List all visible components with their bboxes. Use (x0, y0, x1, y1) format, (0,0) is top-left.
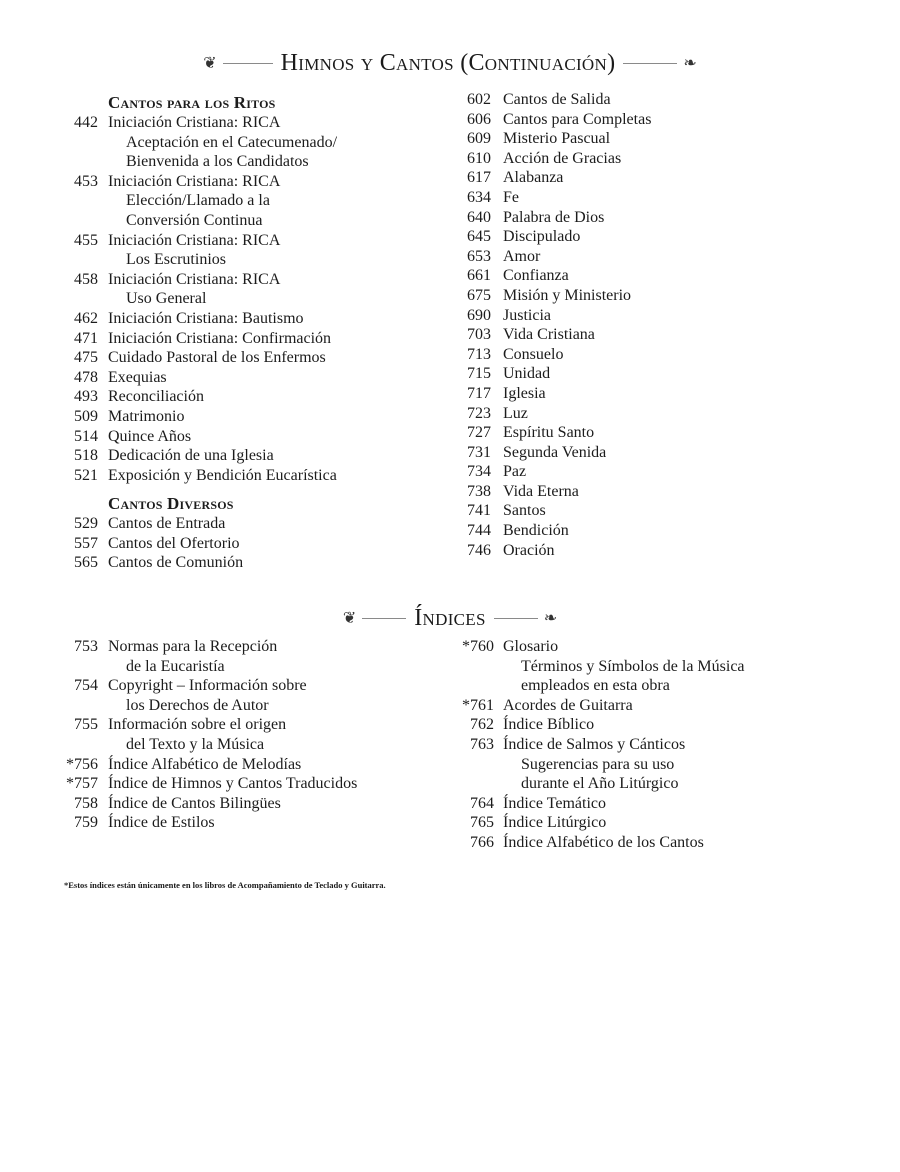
himnos-section-title (0, 50, 900, 77)
entry-title: Cantos de Comunión (108, 554, 244, 572)
entry-title: Alabanza (503, 169, 564, 187)
entry-number: 762 (470, 716, 494, 734)
index-entry (66, 368, 446, 388)
entry-text (503, 735, 882, 794)
title-rule-right (494, 618, 538, 619)
entry-text (503, 813, 882, 833)
entry-text (108, 715, 450, 754)
indices-left-column (60, 637, 450, 833)
entry-text (108, 407, 446, 427)
index-entry (66, 466, 446, 486)
index-entry (66, 387, 446, 407)
entry-number: 727 (467, 424, 491, 442)
entry-text (108, 427, 446, 447)
index-entry (456, 208, 876, 228)
entry-number: 617 (467, 169, 491, 187)
entry-text (503, 227, 876, 247)
index-entry (456, 404, 876, 424)
entry-number: 442 (74, 114, 98, 131)
index-entry (66, 270, 446, 309)
entry-title: Consuelo (503, 345, 564, 363)
entry-number: 758 (74, 794, 98, 812)
himnos-left-column (66, 92, 446, 573)
entry-text (503, 482, 876, 502)
title-rule-left (223, 63, 273, 64)
entry-subtitle: Bienvenida a los Candidatos (126, 153, 309, 171)
entry-title: Fe (503, 188, 519, 206)
entry-number: 455 (74, 231, 98, 249)
entry-title: Amor (503, 247, 541, 265)
entry-number: 744 (467, 522, 491, 540)
index-entry (456, 110, 876, 130)
entry-subtitle: Los Escrutinios (126, 251, 226, 269)
entry-text (503, 794, 882, 814)
entry-title: Índice de Cantos Bilingües (108, 794, 281, 812)
entry-number: 753 (74, 638, 98, 655)
entry-number: 518 (74, 447, 98, 465)
entry-text (503, 325, 876, 345)
footnote: *Estos índices están únicamente en los libros de Acompañamiento de Teclado y Guitarra. (64, 880, 386, 890)
index-entry (456, 149, 876, 169)
entry-text (503, 188, 876, 208)
entry-title: Oración (503, 541, 555, 559)
entry-text (108, 466, 446, 486)
entry-text (503, 364, 876, 384)
index-entry (66, 309, 446, 329)
entry-text (108, 348, 446, 368)
entry-title: Acción de Gracias (503, 149, 622, 167)
entry-number: *761 (462, 696, 494, 714)
entry-title: Dedicación de una Iglesia (108, 447, 274, 465)
index-entry (456, 129, 876, 149)
title-rule-left (362, 618, 406, 619)
entry-text (503, 208, 876, 228)
entry-text (503, 306, 876, 326)
entry-title: Unidad (503, 365, 551, 383)
entry-title: Cantos de Salida (503, 91, 611, 108)
index-entry (66, 348, 446, 368)
index-entry (452, 833, 882, 853)
entry-number: 529 (74, 515, 98, 533)
entry-title: Cuidado Pastoral de los Enfermos (108, 349, 326, 367)
index-entry (66, 446, 446, 466)
entry-text (503, 247, 876, 267)
entry-number: 713 (467, 345, 491, 363)
index-entry (452, 813, 882, 833)
entry-text (503, 110, 876, 130)
entry-text (503, 129, 876, 149)
entry-text (503, 833, 882, 853)
entry-number: 645 (467, 228, 491, 246)
entry-title: Palabra de Dios (503, 208, 605, 226)
title-rule-right (623, 63, 677, 64)
entry-number: 493 (74, 388, 98, 406)
index-entry (60, 794, 450, 814)
entry-subtitle: Aceptación en el Catecumenado/ (126, 133, 338, 151)
entry-text (503, 345, 876, 365)
entry-title: Iglesia (503, 384, 546, 402)
entry-title: Matrimonio (108, 407, 185, 425)
entry-title: Cantos del Ofertorio (108, 534, 240, 552)
entry-text (108, 755, 450, 775)
entry-subtitle: Conversión Continua (126, 211, 263, 229)
entry-text (503, 443, 876, 463)
entry-title: Segunda Venida (503, 443, 607, 461)
entry-number: *760 (462, 638, 494, 655)
entry-number: 640 (467, 208, 491, 226)
entry-number: 675 (467, 286, 491, 304)
index-entry (66, 172, 446, 231)
index-entry (60, 755, 450, 775)
index-entry (452, 794, 882, 814)
entry-number: 717 (467, 384, 491, 402)
entry-title: Índice Alfabético de los Cantos (503, 833, 704, 851)
entry-title: Índice de Estilos (108, 814, 215, 832)
entry-title: Índice Litúrgico (503, 814, 607, 832)
indices-title: Índices (414, 605, 486, 631)
entry-title: Vida Eterna (503, 482, 579, 500)
index-entry (456, 286, 876, 306)
entry-subtitle: empleados en esta obra (521, 677, 670, 695)
entry-title: Confianza (503, 267, 569, 285)
entry-title: Santos (503, 502, 546, 520)
entry-text (503, 541, 876, 561)
entry-number: 764 (470, 794, 494, 812)
entry-title: Exequias (108, 368, 167, 386)
diversos-heading: Cantos Diversos (108, 494, 234, 514)
entry-title: Índice Bíblico (503, 716, 595, 734)
entry-subtitle: Términos y Símbolos de la Música (521, 657, 745, 675)
entry-number: 703 (467, 326, 491, 344)
entry-number: 763 (470, 735, 494, 753)
entry-number: 661 (467, 267, 491, 285)
entry-title: Índice Temático (503, 794, 606, 812)
index-entry (66, 113, 446, 172)
entry-text (108, 446, 446, 466)
index-entry (456, 521, 876, 541)
entry-number: *756 (66, 755, 98, 773)
himnos-title: Himnos y Cantos (Continuación) (280, 50, 616, 76)
index-entry (456, 325, 876, 345)
index-entry (456, 443, 876, 463)
entry-text (503, 696, 882, 716)
fleuron-right-icon: ❧ (543, 609, 558, 627)
entry-text (108, 113, 446, 172)
entry-number: 746 (467, 541, 491, 559)
himnos-right-column (456, 90, 876, 560)
entry-number: 759 (74, 814, 98, 832)
index-entry (60, 774, 450, 794)
entry-number: 634 (467, 188, 491, 206)
entry-number: 565 (74, 554, 98, 572)
entry-text (503, 462, 876, 482)
entry-title: Paz (503, 463, 527, 481)
entry-text (503, 286, 876, 306)
entry-text (503, 637, 882, 696)
entry-title: Iniciación Cristiana: Confirmación (108, 329, 332, 347)
entry-number: 606 (467, 110, 491, 128)
ritos-heading: Cantos para los Ritos (108, 93, 276, 112)
entry-number: 602 (467, 91, 491, 108)
index-entry (452, 735, 882, 794)
index-entry (456, 168, 876, 188)
entry-text (108, 387, 446, 407)
index-entry (456, 306, 876, 326)
entry-number: 514 (74, 427, 98, 445)
entry-number: 478 (74, 368, 98, 386)
entry-number: 723 (467, 404, 491, 422)
entry-title: Iniciación Cristiana: Bautismo (108, 309, 304, 327)
entry-text (108, 172, 446, 231)
entry-number: 453 (74, 172, 98, 190)
entry-number: 462 (74, 309, 98, 327)
entry-title: Acordes de Guitarra (503, 696, 633, 714)
fleuron-left-icon: ❦ (342, 609, 357, 627)
index-entry (456, 90, 876, 110)
index-entry (452, 696, 882, 716)
index-entry (456, 227, 876, 247)
index-entry (60, 813, 450, 833)
entry-title: Índice de Salmos y Cánticos (503, 735, 686, 753)
index-entry (452, 715, 882, 735)
index-entry (60, 637, 450, 676)
entry-number: 741 (467, 502, 491, 520)
index-entry (66, 407, 446, 427)
entry-title: Iniciación Cristiana: RICA (108, 231, 281, 249)
entry-number: 715 (467, 365, 491, 383)
entry-number: 690 (467, 306, 491, 324)
entry-number: 755 (74, 716, 98, 734)
entry-title: Cantos de Entrada (108, 515, 226, 533)
entry-number: 609 (467, 130, 491, 148)
index-entry (456, 266, 876, 286)
entry-number: 754 (74, 677, 98, 695)
index-entry (456, 345, 876, 365)
index-entry (452, 637, 882, 696)
entry-number: 765 (470, 814, 494, 832)
indices-right-column (452, 637, 882, 853)
entry-subtitle: Sugerencias para su uso (521, 755, 675, 773)
fleuron-left-icon: ❦ (203, 54, 217, 72)
entry-title: Justicia (503, 306, 551, 324)
index-entry (66, 231, 446, 270)
entry-title: Exposición y Bendición Eucarística (108, 466, 337, 484)
entry-text (108, 813, 450, 833)
entry-title: Normas para la Recepción (108, 638, 278, 655)
index-entry (66, 514, 446, 534)
entry-title: Iniciación Cristiana: RICA (108, 172, 281, 190)
entry-title: Glosario (503, 638, 559, 655)
entry-subtitle: de la Eucaristía (126, 657, 225, 675)
entry-title: Copyright – Información sobre (108, 677, 307, 695)
entry-title: Misterio Pascual (503, 130, 611, 148)
entry-text (108, 309, 446, 329)
entry-title: Información sobre el origen (108, 716, 287, 734)
entry-text (503, 501, 876, 521)
entry-text (503, 404, 876, 424)
entry-text (108, 329, 446, 349)
entry-number: 458 (74, 270, 98, 288)
entry-text (108, 514, 446, 534)
entry-title: Iniciación Cristiana: RICA (108, 270, 281, 288)
entry-text (108, 553, 446, 573)
entry-title: Cantos para Completas (503, 110, 652, 128)
entry-text (108, 794, 450, 814)
entry-subtitle: Uso General (126, 290, 207, 308)
entry-text (108, 231, 446, 270)
entry-title: Vida Cristiana (503, 326, 595, 344)
entry-title: Bendición (503, 522, 569, 540)
entry-text (108, 774, 450, 794)
index-entry (456, 188, 876, 208)
index-entry (66, 534, 446, 554)
index-entry (456, 364, 876, 384)
entry-text (503, 384, 876, 404)
entry-number: 766 (470, 833, 494, 851)
entry-text (108, 534, 446, 554)
entry-title: Índice de Himnos y Cantos Traducidos (108, 775, 358, 793)
index-entry (66, 553, 446, 573)
entry-text (503, 149, 876, 169)
entry-number: 738 (467, 482, 491, 500)
entry-number: 653 (467, 247, 491, 265)
index-entry (456, 384, 876, 404)
index-entry (456, 423, 876, 443)
index-entry (60, 715, 450, 754)
entry-text (108, 270, 446, 309)
entry-title: Discipulado (503, 228, 581, 246)
entry-title: Espíritu Santo (503, 424, 595, 442)
entry-text (108, 676, 450, 715)
entry-title: Índice Alfabético de Melodías (108, 755, 302, 773)
entry-number: 731 (467, 443, 491, 461)
entry-text (503, 423, 876, 443)
index-entry (60, 676, 450, 715)
index-entry (456, 501, 876, 521)
entry-number: 557 (74, 534, 98, 552)
entry-number: 610 (467, 149, 491, 167)
index-entry (456, 482, 876, 502)
index-entry (456, 541, 876, 561)
fleuron-right-icon: ❧ (683, 54, 697, 72)
entry-title: Iniciación Cristiana: RICA (108, 114, 281, 131)
entry-text (503, 715, 882, 735)
entry-number: 521 (74, 466, 98, 484)
entry-number: 471 (74, 329, 98, 347)
entry-text (108, 637, 450, 676)
entry-text (503, 90, 876, 110)
entry-text (503, 266, 876, 286)
entry-subtitle: durante el Año Litúrgico (521, 775, 679, 793)
entry-title: Luz (503, 404, 528, 422)
entry-text (108, 368, 446, 388)
entry-number: 509 (74, 407, 98, 425)
index-entry (66, 427, 446, 447)
entry-number: 734 (467, 463, 491, 481)
entry-text (503, 521, 876, 541)
entry-title: Reconciliación (108, 388, 204, 406)
index-entry (456, 247, 876, 267)
entry-number: 475 (74, 349, 98, 367)
entry-number: *757 (66, 775, 98, 793)
entry-title: Quince Años (108, 427, 192, 445)
index-entry (456, 462, 876, 482)
entry-title: Misión y Ministerio (503, 286, 632, 304)
entry-text (503, 168, 876, 188)
entry-subtitle: los Derechos de Autor (126, 696, 269, 714)
entry-subtitle: Elección/Llamado a la (126, 192, 270, 210)
entry-subtitle: del Texto y la Música (126, 735, 265, 753)
index-entry (66, 329, 446, 349)
indices-section-title (0, 605, 900, 632)
